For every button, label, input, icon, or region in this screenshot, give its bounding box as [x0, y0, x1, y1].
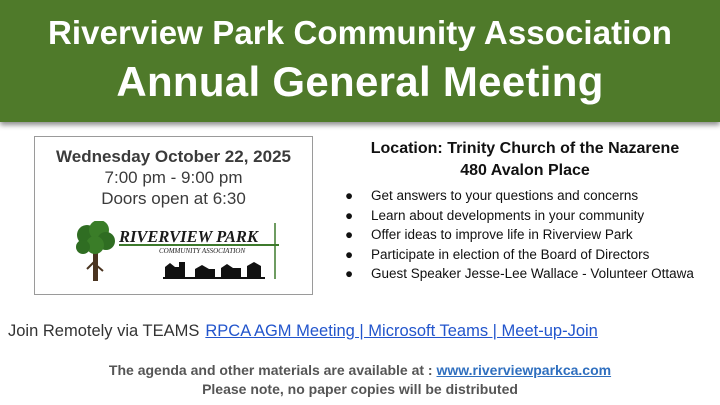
agenda-info [0, 362, 720, 378]
list-item: ● Participate in election of the Board of Directors [345, 245, 715, 265]
association-title: Riverview Park Community Association [47, 14, 673, 51]
bullet-icon: ● [345, 207, 354, 223]
header-banner [0, 0, 720, 122]
website-link[interactable]: www.riverviewparkca.com [436, 362, 612, 378]
join-remotely [8, 322, 598, 341]
bullet-icon: ● [345, 266, 354, 282]
date-box [34, 136, 313, 295]
agenda-bullet-list [345, 186, 715, 284]
event-date: Wednesday October 22, 2025 [56, 147, 291, 166]
doors-open: Doors open at 6:30 [101, 189, 246, 208]
list-item: ● Get answers to your questions and concerns [345, 186, 715, 206]
riverview-park-logo [75, 221, 285, 283]
event-time: 7:00 pm - 9:00 pm [104, 168, 243, 187]
logo-subtitle: COMMUNITY ASSOCIATION [159, 247, 246, 255]
list-item: ● Guest Speaker Jesse-Lee Wallace - Volunteer Ottawa [345, 264, 715, 284]
bullet-icon: ● [345, 246, 354, 262]
bullet-icon: ● [345, 188, 354, 203]
teams-meeting-link[interactable]: RPCA AGM Meeting | Microsoft Teams | Meet-up-Join [205, 322, 598, 340]
location-name: Location: Trinity Church of the Nazarene [370, 140, 680, 157]
logo-title: RIVERVIEW PARK [119, 227, 258, 246]
agenda-text: The agenda and other materials are available at : [108, 362, 437, 378]
list-item: ● Offer ideas to improve life in Riverview Park [345, 225, 715, 245]
list-item: ● Learn about developments in your community [345, 206, 715, 226]
join-text: Join Remotely via TEAMS [8, 322, 200, 340]
paper-copies-note: Please note, no paper copies will be distributed [202, 381, 518, 397]
meeting-title: Annual General Meeting [116, 58, 604, 105]
location-address: 480 Avalon Place [460, 162, 590, 179]
bullet-icon: ● [345, 227, 354, 243]
